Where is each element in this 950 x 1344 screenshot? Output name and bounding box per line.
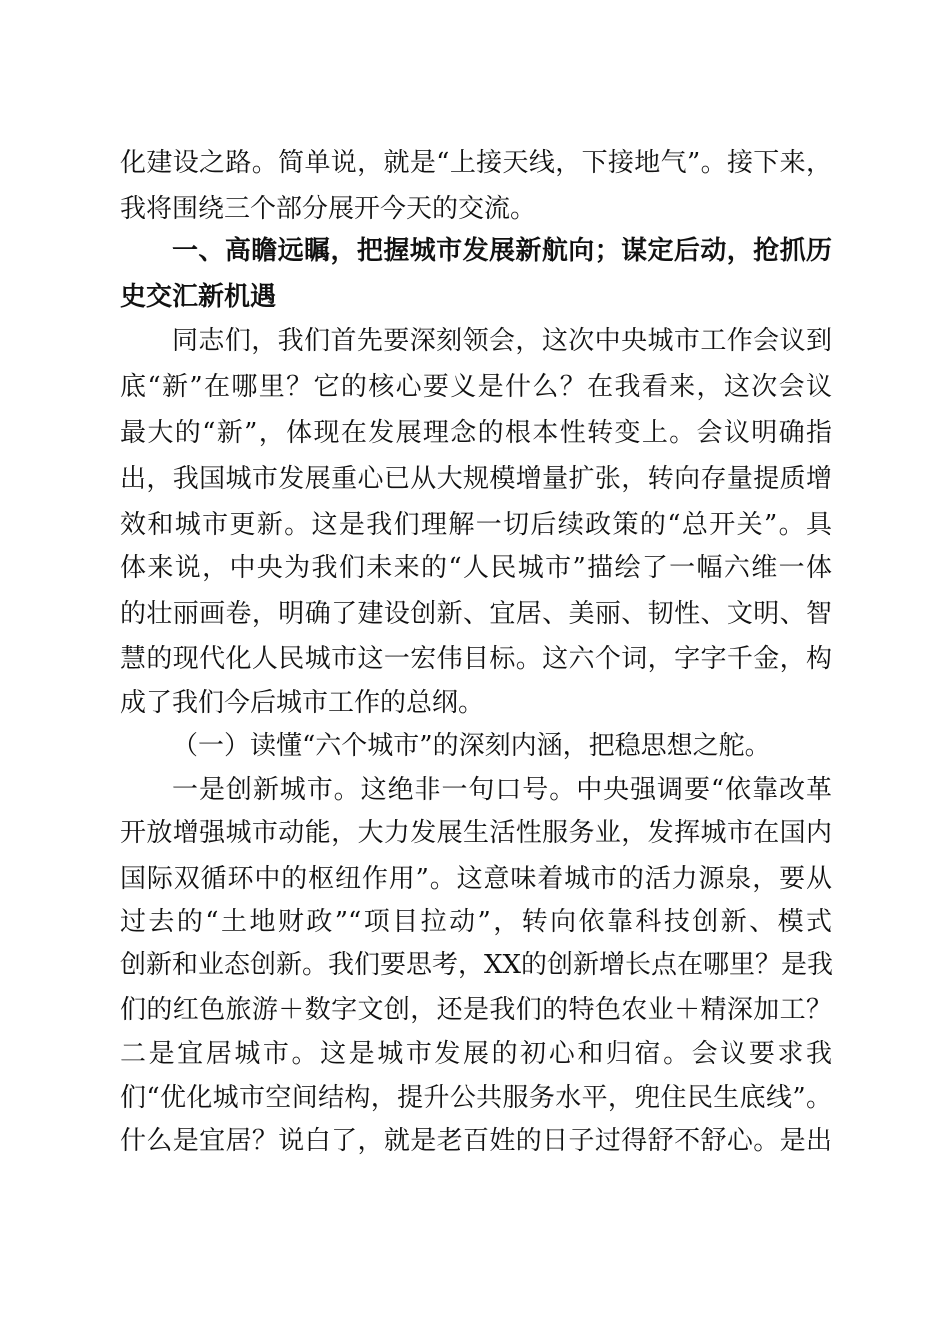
section-heading-line: 史交汇新机遇 (120, 282, 277, 312)
body-text-line: 最大的“新”，体现在发展理念的根本性转变上。会议明确指 (120, 418, 832, 448)
body-text-line: 们的红色旅游＋数字文创，还是我们的特色农业＋精深加工？ (120, 995, 832, 1025)
body-text-line: 成了我们今后城市工作的总纲。 (120, 688, 485, 718)
body-text-line: 创新和业态创新。我们要思考，XX的创新增长点在哪里？是我 (120, 950, 834, 980)
body-text-line: 过去的“土地财政”“项目拉动”，转向依靠科技创新、模式 (120, 907, 832, 937)
body-text-line: 效和城市更新。这是我们理解一切后续政策的“总开关”。具 (120, 510, 832, 540)
body-text-line: 国际双循环中的枢纽作用”。这意味着城市的活力源泉，要从 (120, 864, 832, 894)
body-text-line: 一是创新城市。这绝非一句口号。中央强调要“依靠改革 (172, 775, 832, 805)
subheading-line: （一）读懂“六个城市”的深刻内涵，把稳思想之舵。 (172, 731, 771, 761)
section-heading-line: 一、高瞻远瞩，把握城市发展新航向；谋定后动，抢抓历 (172, 236, 832, 266)
body-text-line: 的壮丽画卷，明确了建设创新、宜居、美丽、韧性、文明、智 (120, 599, 832, 629)
body-text-line: 二是宜居城市。这是城市发展的初心和归宿。会议要求我 (120, 1039, 832, 1069)
body-text-line: 慧的现代化人民城市这一宏伟目标。这六个词，字字千金，构 (120, 644, 832, 674)
body-text-line: 同志们，我们首先要深刻领会，这次中央城市工作会议到 (172, 326, 832, 356)
body-text-line: 什么是宜居？说白了，就是老百姓的日子过得舒不舒心。是出 (120, 1126, 832, 1156)
body-text-line: 我将围绕三个部分展开今天的交流。 (120, 194, 537, 224)
body-text-line: 们“优化城市空间结构，提升公共服务水平，兜住民生底线”。 (120, 1083, 832, 1113)
body-text-line: 化建设之路。简单说，就是“上接天线，下接地气”。接下来， (120, 148, 832, 178)
body-text-line: 出，我国城市发展重心已从大规模增量扩张，转向存量提质增 (120, 464, 832, 494)
body-text-line: 底“新”在哪里？它的核心要义是什么？在我看来，这次会议 (120, 372, 832, 402)
body-text-line: 开放增强城市动能，大力发展生活性服务业，发挥城市在国内 (120, 818, 832, 848)
body-text-line: 体来说，中央为我们未来的“人民城市”描绘了一幅六维一体 (120, 553, 832, 583)
